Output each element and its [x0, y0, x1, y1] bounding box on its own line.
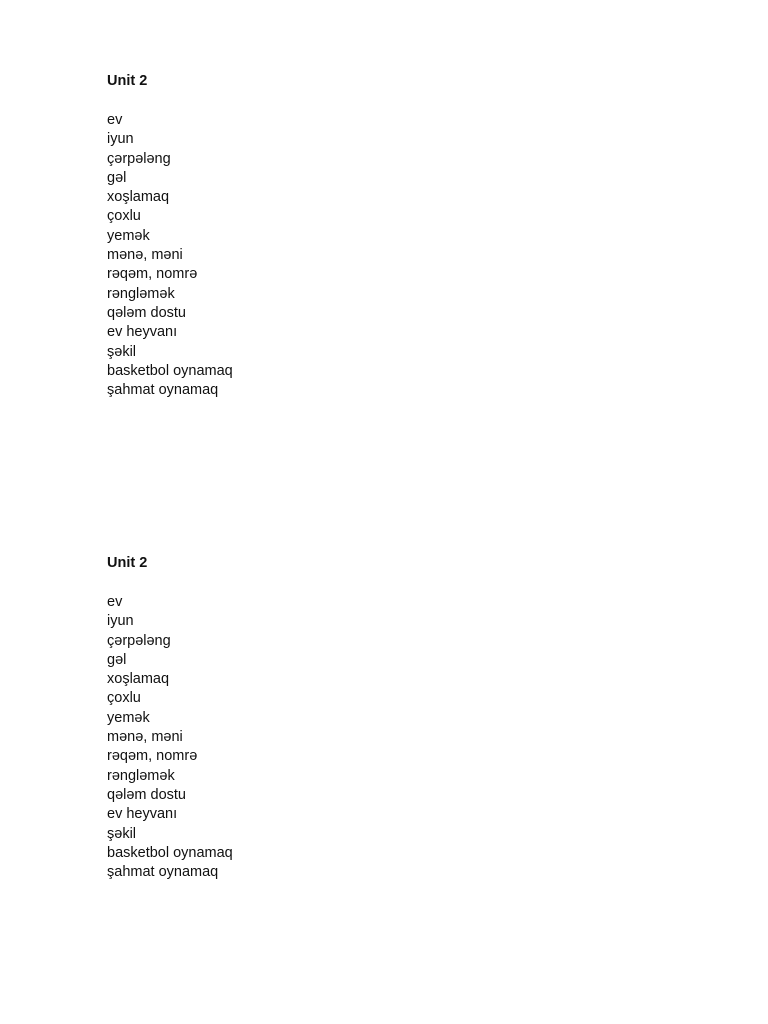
- word-item: qələm dostu: [107, 304, 186, 321]
- word-item: basketbol oynamaq: [107, 362, 233, 379]
- word-item: şəkil: [107, 343, 137, 360]
- word-item: rəqəm, nomrə: [107, 266, 198, 283]
- word-item: çoxlu: [107, 690, 141, 707]
- word-item: gəl: [107, 651, 127, 668]
- word-item: rəngləmək: [107, 285, 175, 302]
- vocabulary-section-2: [107, 554, 507, 882]
- word-item: basketbol oynamaq: [107, 844, 233, 861]
- word-item: şəkil: [107, 825, 137, 842]
- word-item: rəngləmək: [107, 767, 175, 784]
- word-item: mənə, məni: [107, 729, 183, 746]
- word-item: çoxlu: [107, 208, 141, 225]
- word-list: [107, 111, 507, 400]
- word-item: ev: [107, 112, 123, 128]
- vocabulary-section-1: [107, 72, 507, 400]
- word-item: şahmat oynamaq: [107, 864, 219, 881]
- word-item: yemək: [107, 709, 150, 726]
- word-item: ev heyvanı: [107, 324, 178, 341]
- word-item: iyun: [107, 131, 134, 148]
- word-item: qələm dostu: [107, 786, 186, 803]
- word-item: rəqəm, nomrə: [107, 748, 198, 765]
- section-title: Unit 2: [107, 73, 148, 89]
- word-list: [107, 593, 507, 882]
- word-item: çərpələng: [107, 632, 171, 649]
- word-item: yemək: [107, 227, 150, 244]
- word-item: mənə, məni: [107, 247, 183, 264]
- section-title: Unit 2: [107, 555, 148, 571]
- word-item: xoşlamaq: [107, 671, 170, 688]
- word-item: şahmat oynamaq: [107, 382, 219, 399]
- word-item: gəl: [107, 169, 127, 186]
- word-item: ev: [107, 594, 123, 610]
- word-item: çərpələng: [107, 150, 171, 167]
- word-item: xoşlamaq: [107, 189, 170, 206]
- word-item: ev heyvanı: [107, 806, 178, 823]
- word-item: iyun: [107, 613, 134, 630]
